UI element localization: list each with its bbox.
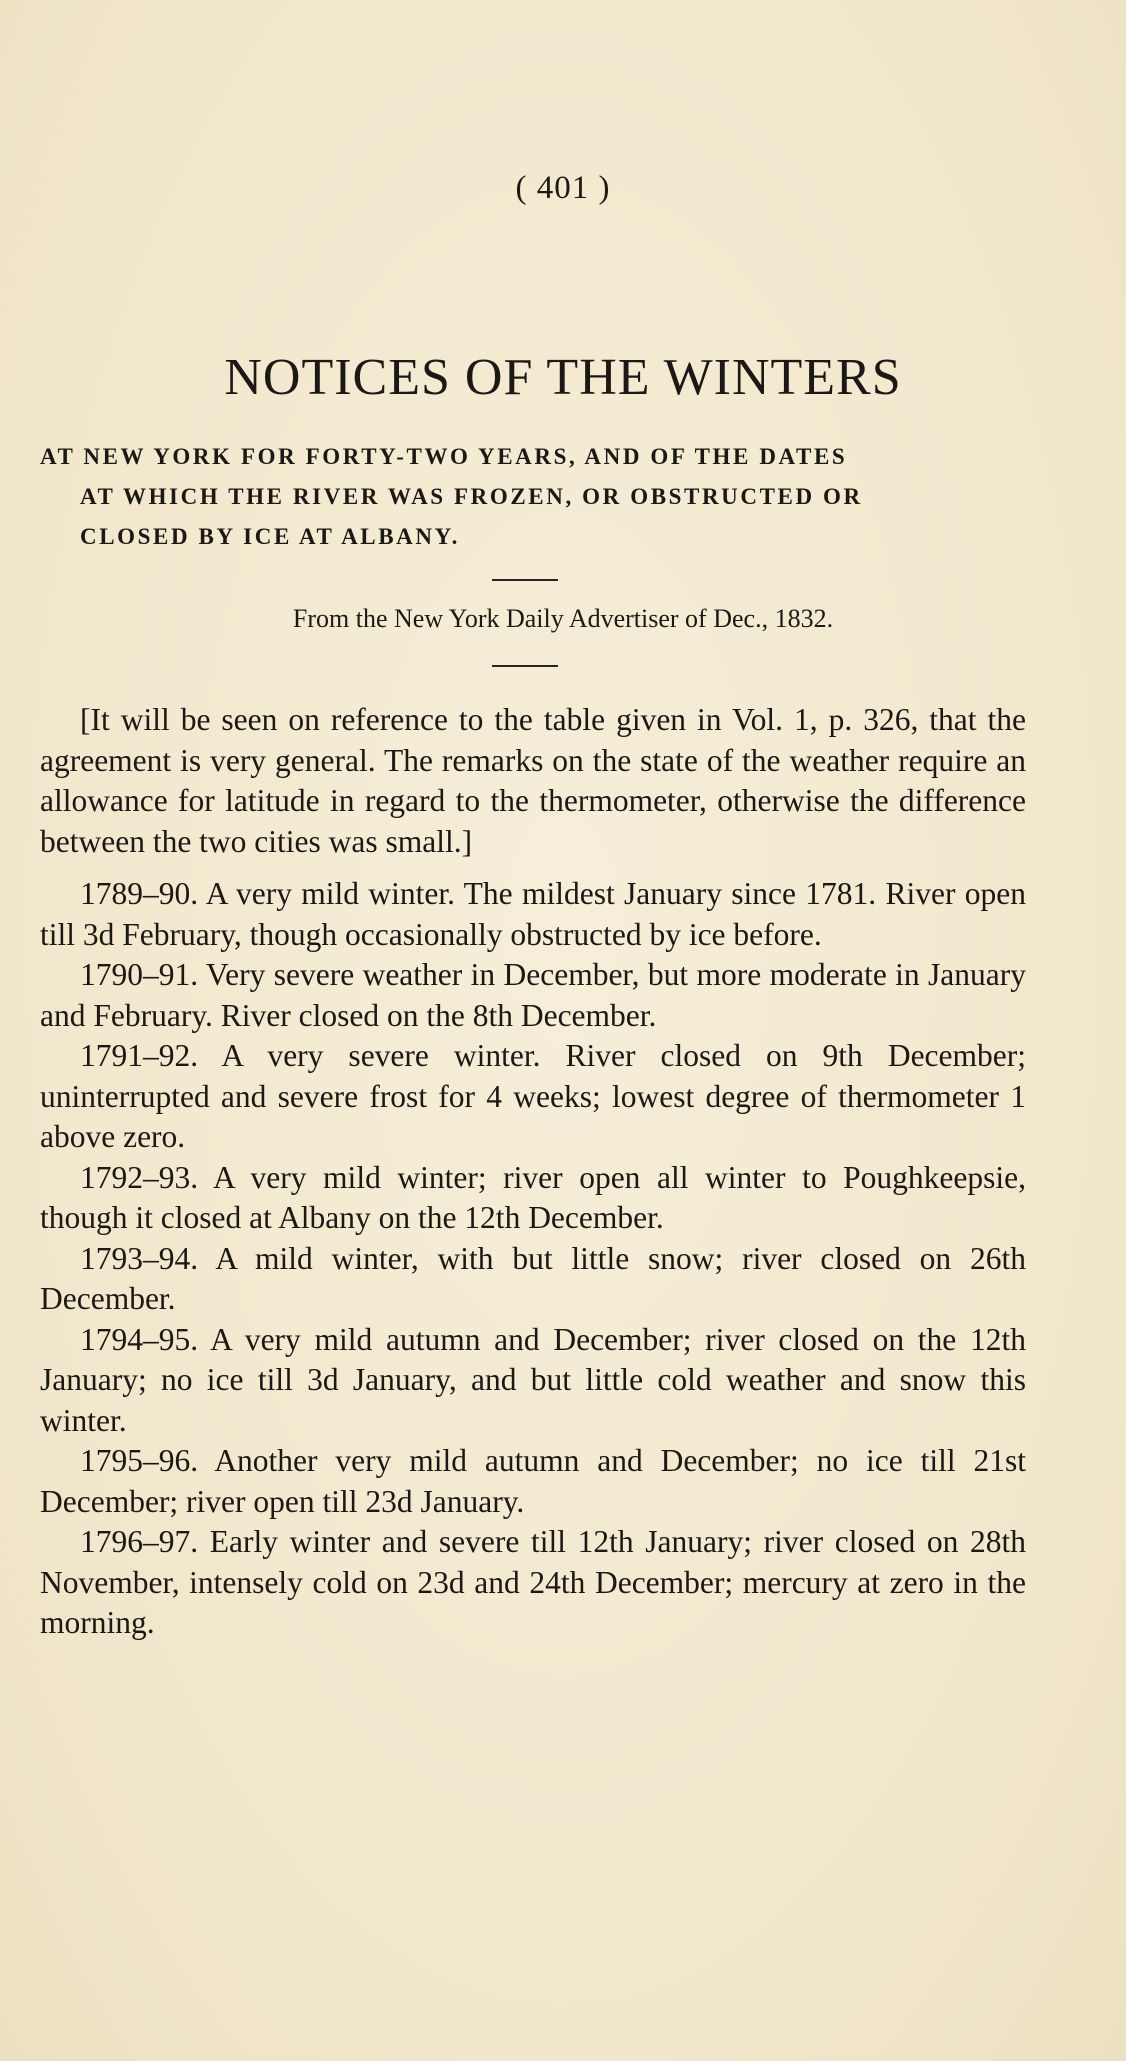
- subtitle-line: CLOSED BY ICE AT ALBANY.: [80, 524, 461, 549]
- winter-entry: 1791–92. A very severe winter. River closed on 9th December; uninterrupted and severe frost for 4 weeks; lowest degree of thermometer 1 above zero.: [40, 1038, 1026, 1154]
- page-number: ( 401 ): [515, 170, 611, 206]
- subtitle-line: AT WHICH THE RIVER WAS FROZEN, OR OBSTRUCTED OR: [80, 484, 863, 509]
- divider-rule: [492, 579, 558, 581]
- body-text: [40, 700, 1026, 1644]
- winter-entry: 1795–96. Another very mild autumn and December; no ice till 21st December; river open till 23d January.: [40, 1443, 1026, 1519]
- winter-entry: 1796–97. Early winter and severe till 12th January; river closed on 28th November, intensely cold on 23d and 24th December; mercury at zero in the morning.: [40, 1524, 1026, 1640]
- winter-entry: 1790–91. Very severe weather in December, but more moderate in January and February. River closed on the 8th December.: [40, 957, 1026, 1033]
- winter-entry: 1789–90. A very mild winter. The mildest January since 1781. River open till 3d February, though occasionally obstructed by ice before.: [40, 876, 1026, 952]
- winter-entry: 1793–94. A mild winter, with but little snow; river closed on 26th December.: [40, 1240, 1026, 1316]
- chapter-subtitle: [40, 437, 1030, 557]
- winter-entry: 1794–95. A very mild autumn and December; river closed on the 12th January; no ice till 3d January, and but little cold weather and snow this winter.: [40, 1321, 1026, 1438]
- subtitle-line: AT NEW YORK FOR FORTY-TWO YEARS, AND OF THE DATES: [40, 444, 848, 469]
- source-citation: From the New York Daily Advertiser of Dec., 1832.: [292, 604, 834, 633]
- divider-rule: [492, 665, 558, 667]
- winter-entry: 1792–93. A very mild winter; river open all winter to Poughkeepsie, though it closed at Albany on the 12th December.: [40, 1159, 1026, 1235]
- chapter-title: NOTICES OF THE WINTERS: [224, 349, 902, 406]
- intro-paragraph: [It will be seen on reference to the table given in Vol. 1, p. 326, that the agreement is very general. The remarks on the state of the weather require an allowance for latitude in regard to the thermometer, otherwise the difference between the two cities was small.]: [40, 702, 1026, 859]
